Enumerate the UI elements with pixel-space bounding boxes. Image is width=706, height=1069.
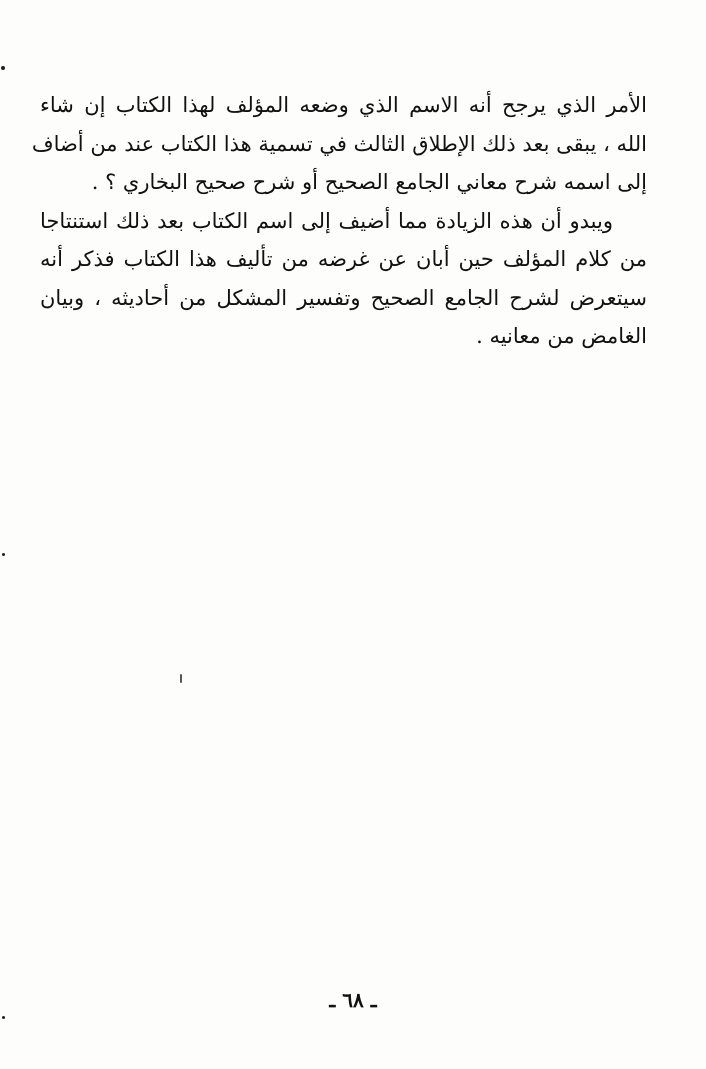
text-line: الأمر الذي يرجح أنه الاسم الذي وضعه المؤلف لهذا الكتاب إن شاء — [40, 93, 647, 117]
text-line: الله ، يبقى بعد ذلك الإطلاق الثالث في تسمية هذا الكتاب عند من أضاف — [31, 131, 647, 156]
scan-speck — [2, 1016, 5, 1019]
text-line: الغامض من معانيه . — [476, 324, 647, 348]
paragraph-2 — [40, 202, 647, 356]
text-line: سيتعرض لشرح الجامع الصحيح وتفسير المشكل من أحاديثه ، وبيان — [40, 285, 647, 310]
paragraph-1 — [31, 86, 647, 202]
text-line: ويبدو أن هذه الزيادة مما أضيف إلى اسم الكتاب بعد ذلك استنتاجا — [40, 208, 613, 233]
text-line: من كلام المؤلف حين أبان عن غرضه من تأليف هذا الكتاب فذكر أنه — [40, 247, 647, 271]
text-line: إلى اسمه شرح معاني الجامع الصحيح أو شرح صحيح البخاري ؟ . — [91, 170, 647, 194]
body-text — [31, 86, 647, 356]
scan-speck — [2, 553, 5, 556]
scan-speck — [1, 66, 5, 70]
scan-speck — [180, 674, 182, 683]
page-number: ـ ٦٨ ـ — [329, 988, 377, 1012]
